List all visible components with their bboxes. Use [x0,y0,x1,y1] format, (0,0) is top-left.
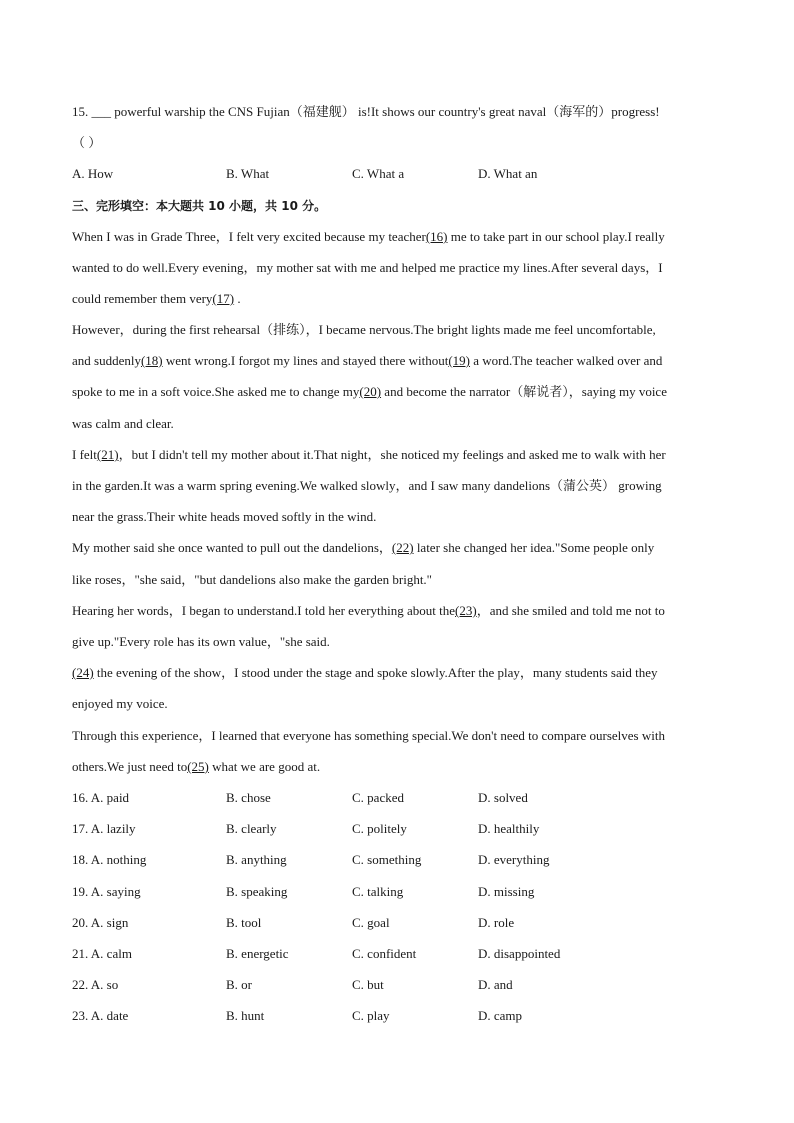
blank-22: (22) [391,540,414,555]
answer-paren: （ ） [72,135,102,150]
blank-17: (17) [212,291,235,306]
passage-line [72,384,667,400]
passage-line [72,447,666,463]
passage-line: Through this experience，I learned that everyone has something special.We don't need to compare ourselves with [72,728,665,743]
blank-18: (18) [140,353,163,368]
passage-text: others.We just need to [72,759,188,774]
q22-option-d[interactable]: D. and [478,977,513,992]
blank-21: (21) [96,447,119,462]
q20-option-b[interactable]: B. tool [226,915,262,930]
section-heading: 三、完形填空：本大题共 10 小题，共 10 分。 [72,199,327,213]
passage-line: was calm and clear. [72,416,174,431]
blank-19: (19) [448,353,471,368]
passage-text: what we are good at. [208,759,321,774]
q23-option-d[interactable]: D. camp [478,1008,523,1023]
q15-option-c[interactable]: C. What a [352,166,405,181]
q18-option-d[interactable]: D. everything [478,852,550,867]
passage-line [72,353,662,369]
q23-option-c[interactable]: C. play [352,1008,390,1023]
passage-text: When I was in Grade Three，I felt very excited because my teacher [72,229,426,244]
q15-option-b[interactable]: B. What [226,166,270,181]
passage-text: could remember them very [72,291,213,306]
passage-text: My mother said she once wanted to pull out the dandelions， [72,540,392,555]
passage-line [72,759,320,775]
passage-line: give up."Every role has its own value，"she said. [72,634,330,649]
q21-option-c[interactable]: C. confident [352,946,417,961]
passage-text: later she changed her idea."Some people only [413,540,655,555]
q22-option-b[interactable]: B. or [226,977,252,992]
q18-option-b[interactable]: B. anything [226,852,287,867]
q16-option-d[interactable]: D. solved [478,790,528,805]
q19-option-c[interactable]: C. talking [352,884,404,899]
passage-line: like roses，"she said，"but dandelions also make the garden bright." [72,572,432,587]
q15-option-d[interactable]: D. What an [478,166,538,181]
q22-option-a[interactable]: 22. A. so [72,977,119,992]
passage-line: wanted to do well.Every evening，my mother sat with me and helped me practice my lines.After several days，I [72,260,663,275]
blank-25: (25) [187,759,209,774]
question-text: powerful warship the CNS Fujian（福建舰） is!It shows our country's great naval（海军的）progress! [114,104,660,119]
q23-option-a[interactable]: 23. A. date [72,1008,129,1023]
answer-blank: ___ [91,104,111,119]
q17-option-a[interactable]: 17. A. lazily [72,821,136,836]
passage-line [72,603,665,619]
blank-24: (24) [72,665,94,680]
passage-text: . [234,291,241,306]
q17-option-d[interactable]: D. healthily [478,821,540,836]
q16-option-a[interactable]: 16. A. paid [72,790,130,805]
q23-option-b[interactable]: B. hunt [226,1008,265,1023]
q17-option-b[interactable]: B. clearly [226,821,277,836]
q18-option-a[interactable]: 18. A. nothing [72,852,147,867]
q20-option-a[interactable]: 20. A. sign [72,915,129,930]
passage-line [72,229,665,245]
passage-line [72,540,654,556]
passage-line: However，during the first rehearsal（排练），I became nervous.The bright lights made me feel uncomfortable, [72,322,656,337]
q20-option-c[interactable]: C. goal [352,915,390,930]
passage-text: ，and she smiled and told me not to [476,603,665,618]
passage-text: the evening of the show，I stood under the stage and spoke slowly.After the play，many students said they [93,665,658,680]
q15-option-a[interactable]: A. How [72,166,114,181]
passage-text: me to take part in our school play.I really [447,229,665,244]
q21-option-d[interactable]: D. disappointed [478,946,561,961]
passage-text: spoke to me in a soft voice.She asked me to change my [72,384,360,399]
passage-line: in the garden.It was a warm spring evening.We walked slowly，and I saw many dandelions（蒲公英） growing [72,478,662,493]
q17-option-c[interactable]: C. politely [352,821,407,836]
blank-23: (23) [455,603,477,618]
q16-option-c[interactable]: C. packed [352,790,404,805]
passage-text: and suddenly [72,353,141,368]
q18-option-c[interactable]: C. something [352,852,422,867]
q22-option-c[interactable]: C. but [352,977,384,992]
blank-20: (20) [359,384,382,399]
passage-line: enjoyed my voice. [72,696,168,711]
q21-option-a[interactable]: 21. A. calm [72,946,132,961]
q19-option-a[interactable]: 19. A. saying [72,884,141,899]
q16-option-b[interactable]: B. chose [226,790,271,805]
passage-text: Hearing her words，I began to understand.I told her everything about the [72,603,456,618]
q19-option-d[interactable]: D. missing [478,884,535,899]
question-15-stem [72,104,660,120]
passage-text: and become the narrator（解说者），saying my voice [381,384,667,399]
passage-line: near the grass.Their white heads moved softly in the wind. [72,509,377,524]
passage-line [72,665,658,681]
q20-option-d[interactable]: D. role [478,915,515,930]
question-number: 15. [72,104,89,119]
passage-line [72,291,241,307]
q19-option-b[interactable]: B. speaking [226,884,288,899]
passage-text: a word.The teacher walked over and [470,353,663,368]
passage-text: went wrong.I forgot my lines and stayed there without [162,353,449,368]
blank-16: (16) [425,229,448,244]
passage-text: I felt [72,447,97,462]
passage-text: ，but I didn't tell my mother about it.That night，she noticed my feelings and asked me to walk with her [118,447,666,462]
q21-option-b[interactable]: B. energetic [226,946,289,961]
